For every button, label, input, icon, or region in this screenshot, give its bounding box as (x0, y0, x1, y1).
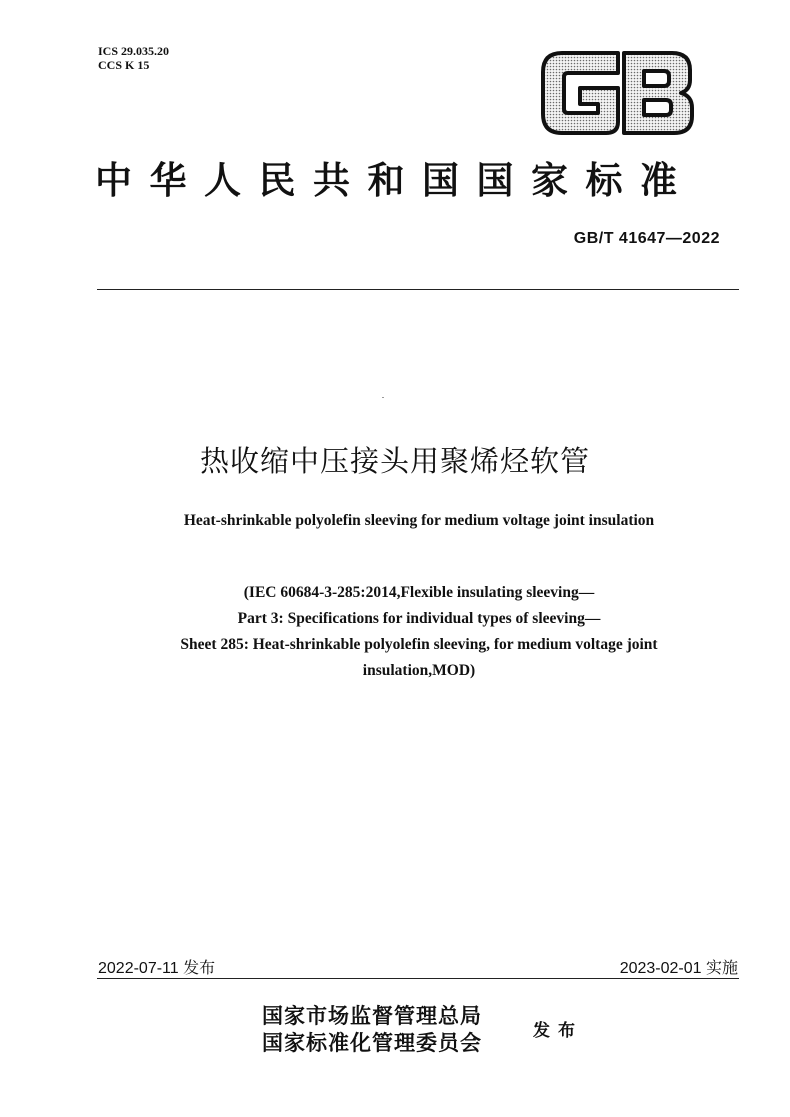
ccs-code: CCS K 15 (98, 58, 150, 72)
iec-line: (IEC 60684-3-285:2014,Flexible insulating sleeving— (243, 584, 595, 601)
bottom-divider (97, 978, 739, 979)
issue-date: 2022-07-11 发布 (98, 960, 216, 977)
publish-label: 发布 (533, 1021, 583, 1041)
logo-text: GB (540, 50, 542, 51)
issuer-name: 国家标准化管理委员会 (262, 1030, 482, 1055)
iec-reference (0, 580, 790, 684)
national-standard-title: 中华人民共和国国家标准 (95, 159, 695, 202)
gb-logo (540, 50, 696, 136)
iec-line: insulation,MOD) (362, 662, 476, 679)
chinese-title: 热收缩中压接头用聚烯烃软管 (199, 444, 590, 478)
ics-code: ICS 29.035.20 (98, 44, 170, 58)
iec-line: Sheet 285: Heat-shrinkable polyolefin sleeving, for medium voltage joint (180, 636, 658, 653)
top-divider (97, 289, 739, 290)
issuer-name: 国家市场监督管理总局 (262, 1003, 482, 1028)
speck (382, 397, 384, 398)
classification-codes (98, 44, 169, 72)
standard-number: GB/T 41647—2022 (573, 230, 720, 247)
issuing-authorities (262, 1002, 482, 1056)
implementation-date: 2023-02-01 实施 (619, 960, 738, 977)
english-title: Heat-shrinkable polyolefin sleeving for medium voltage joint insulation (183, 512, 655, 529)
iec-line: Part 3: Specifications for individual types of sleeving— (237, 610, 601, 627)
